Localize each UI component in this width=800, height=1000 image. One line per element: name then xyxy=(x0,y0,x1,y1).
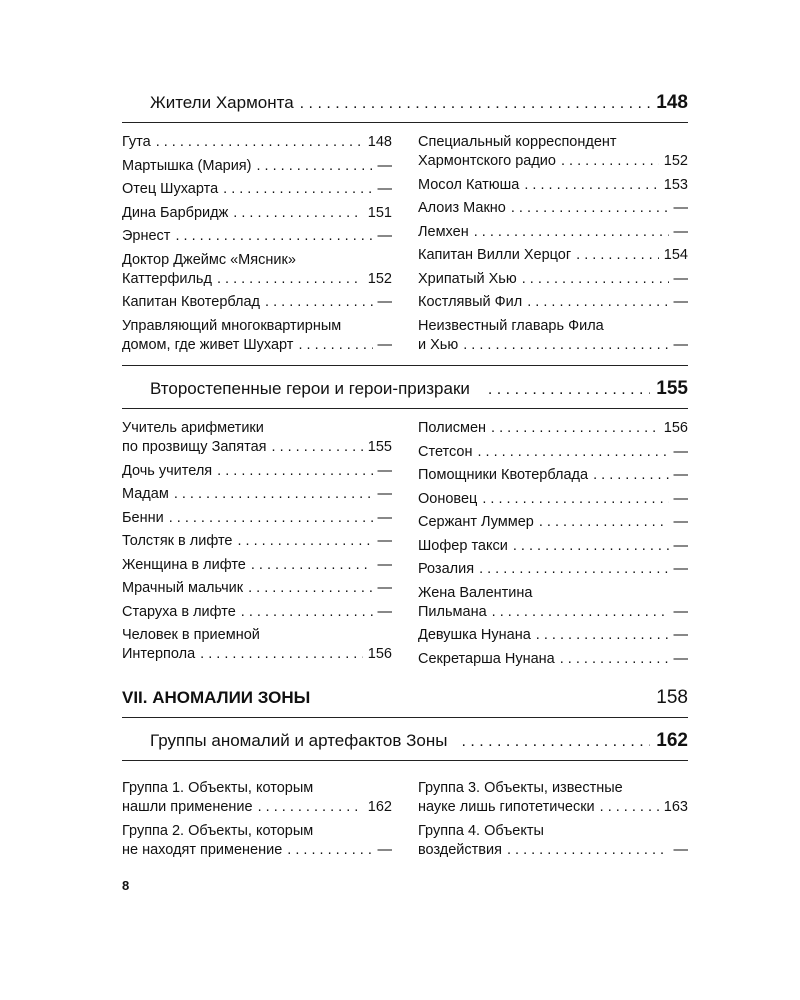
entry-name: Хармонтского радио xyxy=(418,153,556,169)
dot-leader xyxy=(527,293,668,312)
entry-name: Ооновец xyxy=(418,490,478,507)
toc-entry xyxy=(122,317,392,355)
entry-name: Интерпола xyxy=(122,646,196,662)
entry-page: 155 xyxy=(367,439,392,455)
toc-entry xyxy=(122,556,392,575)
toc-entry xyxy=(418,133,688,171)
dot-leader xyxy=(174,485,373,504)
entry-page: — xyxy=(673,627,688,643)
toc-entry xyxy=(122,419,392,457)
entry-page: — xyxy=(377,336,392,353)
entry-name: Гута xyxy=(122,134,151,150)
dot-leader xyxy=(482,490,668,509)
dot-leader xyxy=(287,841,372,860)
toc-entry xyxy=(122,822,392,860)
toc-entry xyxy=(122,509,392,528)
dot-leader xyxy=(492,603,669,622)
entry-page: — xyxy=(673,294,688,310)
entry-title-line: Учитель арифметики xyxy=(122,420,264,436)
entry-page: 156 xyxy=(367,646,392,662)
entry-title-line: Доктор Джеймс «Мясник» xyxy=(122,251,296,268)
entry-page: 151 xyxy=(367,204,392,221)
entry-name: Мосол Катюша xyxy=(418,176,520,193)
entry-name: нашли применение xyxy=(122,799,253,815)
dot-leader xyxy=(265,293,372,312)
dot-leader xyxy=(491,419,659,438)
dot-leader xyxy=(200,645,363,664)
entry-page: 148 xyxy=(367,134,392,150)
entry-title-line: Специальный корреспондент xyxy=(418,134,617,150)
right-column xyxy=(418,129,688,359)
dot-leader xyxy=(522,270,669,289)
entry-name: по прозвищу Запятая xyxy=(122,439,267,455)
entry-name: Отец Шухарта xyxy=(122,181,219,197)
entry-name: Шофер такси xyxy=(418,537,508,554)
left-column xyxy=(122,415,392,673)
entry-title-line: Группа 1. Объекты, которым xyxy=(122,780,314,796)
entry-page: — xyxy=(377,486,392,502)
dot-leader xyxy=(513,537,669,556)
right-column xyxy=(418,415,688,673)
entry-title-line: Неизвестный главарь Фила xyxy=(418,317,604,334)
toc-entry xyxy=(122,485,392,504)
dot-leader xyxy=(248,579,372,598)
chapter-title: VII. АНОМАЛИИ ЗОНЫ xyxy=(122,688,311,707)
dot-leader xyxy=(539,513,669,532)
chapter-page: 158 xyxy=(656,687,688,708)
toc-entry xyxy=(418,317,688,355)
divider xyxy=(122,760,688,761)
entry-name: Помощники Квотерблада xyxy=(418,467,589,483)
toc-entry xyxy=(122,779,392,817)
dot-leader xyxy=(156,133,363,152)
entries-columns xyxy=(122,775,688,864)
divider xyxy=(122,122,688,123)
entry-name: Дочь учителя xyxy=(122,462,213,479)
left-column xyxy=(122,129,392,359)
right-column xyxy=(418,775,688,864)
divider xyxy=(122,717,688,718)
entry-page: — xyxy=(673,467,688,483)
toc-entry xyxy=(122,204,392,223)
toc-entry xyxy=(418,822,688,860)
entry-page: — xyxy=(673,200,688,216)
dot-leader xyxy=(507,841,669,860)
dot-leader xyxy=(479,560,668,579)
dot-leader xyxy=(560,650,669,669)
section-title: Второстепенные герои и герои-призраки xyxy=(150,379,470,398)
entry-name: Старуха в лифте xyxy=(122,603,236,620)
entry-name: Каттерфильд xyxy=(122,270,212,287)
toc-entry xyxy=(122,293,392,312)
entry-title-line: Группа 3. Объекты, известные xyxy=(418,780,623,796)
toc-entry xyxy=(418,176,688,195)
dot-leader xyxy=(561,152,659,171)
toc-entry xyxy=(122,579,392,598)
entry-page: — xyxy=(673,650,688,667)
entry-name: Капитан Квотерблад xyxy=(122,294,261,310)
toc-entry xyxy=(122,133,392,152)
entry-name: Эрнест xyxy=(122,228,171,244)
toc-entry xyxy=(418,199,688,218)
entry-page: 153 xyxy=(663,176,688,193)
entry-page: — xyxy=(377,509,392,526)
section-heading-anomalies xyxy=(122,724,688,758)
dot-leader xyxy=(474,223,669,242)
entry-page: — xyxy=(377,556,392,573)
entry-page: 162 xyxy=(367,799,392,815)
section-title: Группы аномалий и артефактов Зоны xyxy=(150,731,448,750)
entry-title-line: Человек в приемной xyxy=(122,627,260,643)
dot-leader xyxy=(258,798,363,817)
entry-page: — xyxy=(377,603,392,620)
dot-leader xyxy=(272,438,363,457)
entry-page: 152 xyxy=(367,270,392,287)
dot-leader xyxy=(300,87,651,121)
dot-leader xyxy=(233,204,363,223)
entry-name: Пильмана xyxy=(418,603,487,620)
entry-title-line: Группа 2. Объекты, которым xyxy=(122,822,314,839)
toc-entry xyxy=(418,293,688,312)
section-heading-residents xyxy=(122,86,688,120)
toc-entry xyxy=(418,779,688,817)
dot-leader xyxy=(593,466,668,485)
dot-leader xyxy=(241,603,373,622)
toc-page xyxy=(122,86,688,864)
entry-page: — xyxy=(673,223,688,240)
entry-page: — xyxy=(377,181,392,197)
divider xyxy=(122,365,688,366)
page-number: 8 xyxy=(122,878,130,893)
toc-entry xyxy=(418,513,688,532)
toc-entry xyxy=(122,251,392,289)
entry-name: Мартышка (Мария) xyxy=(122,157,252,174)
entry-name: Капитан Вилли Херцог xyxy=(418,247,572,263)
entry-title-line: Жена Валентина xyxy=(418,584,533,601)
toc-entry xyxy=(418,626,688,645)
section-page: 155 xyxy=(656,378,688,399)
toc-entry xyxy=(418,246,688,265)
entries-columns xyxy=(122,129,688,359)
toc-entry xyxy=(122,462,392,481)
dot-leader xyxy=(463,336,668,355)
dot-leader xyxy=(478,443,669,462)
entry-name: Толстяк в лифте xyxy=(122,533,233,549)
left-column xyxy=(122,775,392,864)
entry-page: — xyxy=(673,561,688,577)
dot-leader xyxy=(251,556,373,575)
entry-page: 163 xyxy=(663,799,688,815)
entry-name: Женщина в лифте xyxy=(122,556,246,573)
dot-leader xyxy=(175,227,372,246)
entry-name: Хрипатый Хью xyxy=(418,270,517,287)
entry-page: — xyxy=(673,537,688,554)
entry-name: воздействия xyxy=(418,841,502,858)
entry-page: 154 xyxy=(663,247,688,263)
entry-page: 156 xyxy=(663,420,688,436)
dot-leader xyxy=(169,509,373,528)
section-heading-secondary xyxy=(122,372,688,406)
entry-page: — xyxy=(673,270,688,287)
entry-name: Мадам xyxy=(122,486,169,502)
dot-leader xyxy=(217,462,372,481)
entry-name: и Хью xyxy=(418,336,459,353)
entry-page: — xyxy=(377,228,392,244)
dot-leader xyxy=(238,532,373,551)
entry-page: — xyxy=(673,443,688,460)
dot-leader xyxy=(524,176,658,195)
entry-name: Костлявый Фил xyxy=(418,294,523,310)
entry-page: — xyxy=(673,336,688,353)
entry-name: Алоиз Макно xyxy=(418,200,506,216)
chapter-heading xyxy=(122,683,688,713)
entry-name: Лемхен xyxy=(418,223,469,240)
entry-name: Стетсон xyxy=(418,443,473,460)
toc-entry xyxy=(122,227,392,246)
entry-title-line: Группа 4. Объекты xyxy=(418,822,544,839)
entry-name: Полисмен xyxy=(418,420,487,436)
entry-name: Секретарша Нунана xyxy=(418,650,555,667)
divider xyxy=(122,408,688,409)
toc-entry xyxy=(418,443,688,462)
entry-page: — xyxy=(377,157,392,174)
entry-name: Розалия xyxy=(418,561,475,577)
toc-entry xyxy=(122,180,392,199)
entries-columns xyxy=(122,415,688,673)
entry-page: — xyxy=(673,603,688,620)
entry-page: — xyxy=(377,580,392,596)
toc-entry xyxy=(122,626,392,664)
entry-name: Мрачный мальчик xyxy=(122,580,244,596)
entry-page: — xyxy=(377,462,392,479)
toc-entry xyxy=(418,490,688,509)
section-title: Жители Хармонта xyxy=(150,93,294,112)
toc-entry xyxy=(418,419,688,438)
dot-leader xyxy=(223,180,372,199)
dot-leader xyxy=(217,270,363,289)
dot-leader xyxy=(461,725,650,759)
entry-page: — xyxy=(673,841,688,858)
section-page: 162 xyxy=(656,730,688,751)
dot-leader xyxy=(488,373,650,407)
entry-page: — xyxy=(377,533,392,549)
dot-leader xyxy=(256,157,372,176)
entry-name: Бенни xyxy=(122,509,164,526)
toc-entry xyxy=(418,223,688,242)
entry-page: — xyxy=(377,841,392,858)
entry-page: — xyxy=(673,490,688,507)
toc-entry xyxy=(418,560,688,579)
toc-entry xyxy=(418,584,688,622)
toc-entry xyxy=(418,270,688,289)
toc-entry xyxy=(122,603,392,622)
dot-leader xyxy=(600,798,659,817)
toc-entry xyxy=(418,466,688,485)
entry-page: 152 xyxy=(663,153,688,169)
entry-name: Девушка Нунана xyxy=(418,627,531,643)
entry-name: науке лишь гипотетически xyxy=(418,799,595,815)
entry-name: домом, где живет Шухарт xyxy=(122,336,294,353)
toc-entry xyxy=(122,157,392,176)
dot-leader xyxy=(536,626,669,645)
dot-leader xyxy=(576,246,659,265)
entry-page: — xyxy=(377,294,392,310)
entry-name: Сержант Луммер xyxy=(418,514,534,530)
entry-name: Дина Барбридж xyxy=(122,204,229,221)
toc-entry xyxy=(122,532,392,551)
entry-title-line: Управляющий многоквартирным xyxy=(122,317,342,334)
entry-page: — xyxy=(673,514,688,530)
toc-entry xyxy=(418,537,688,556)
section-page: 148 xyxy=(656,92,688,113)
dot-leader xyxy=(511,199,669,218)
toc-entry xyxy=(418,650,688,669)
dot-leader xyxy=(298,336,372,355)
entry-name: не находят применение xyxy=(122,841,283,858)
